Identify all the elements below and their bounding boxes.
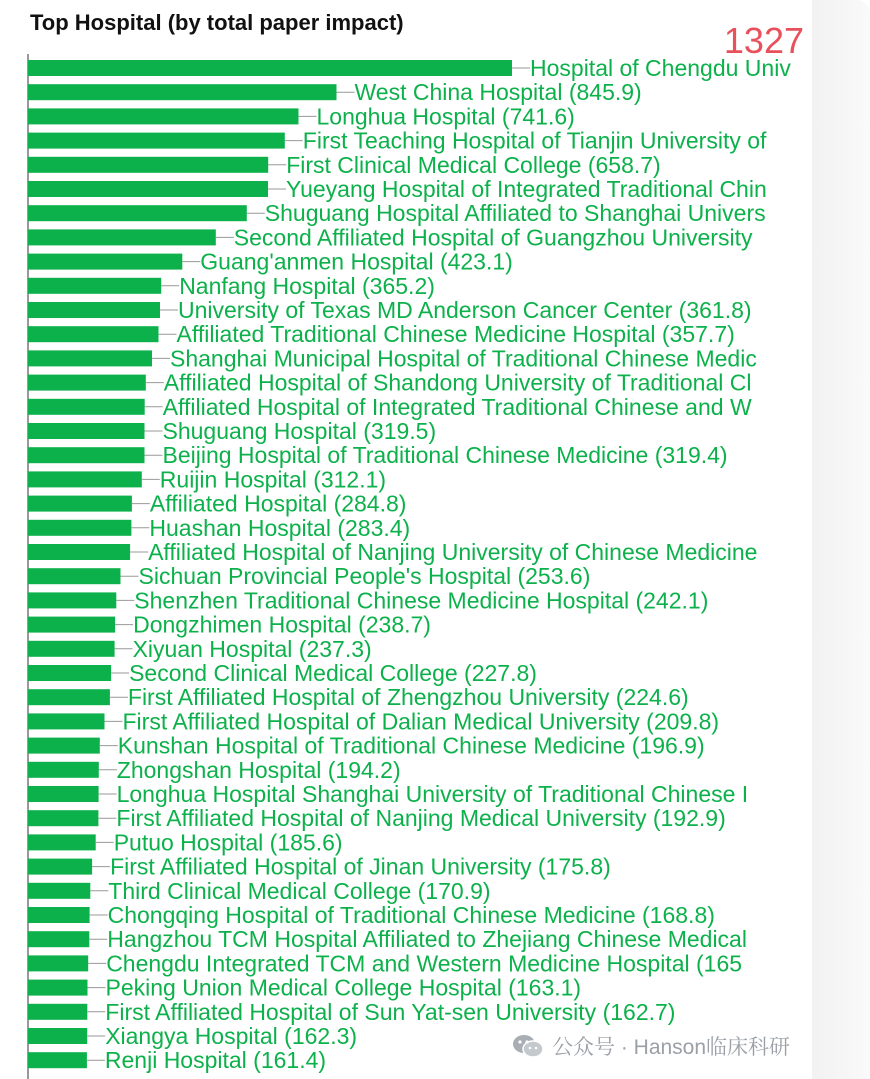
bar (28, 423, 145, 439)
bar (28, 375, 146, 391)
bar (28, 1052, 87, 1068)
bar-label: Kunshan Hospital of Traditional Chinese Medicine (196.9) (117, 732, 705, 759)
bar-row (28, 563, 590, 589)
bar-label: First Affiliated Hospital of Dalian Medical University (209.8) (122, 708, 720, 735)
bar (28, 326, 159, 342)
bar-label: Yueyang Hospital of Integrated Traditional Chin (286, 176, 767, 202)
bar-label: Shuguang Hospital (319.5) (162, 418, 437, 444)
bar (28, 689, 110, 705)
bar (28, 883, 90, 899)
bar (28, 1028, 87, 1044)
bar (28, 447, 145, 463)
bar-label: Sichuan Provincial People's Hospital (253.6) (138, 563, 591, 590)
bar (28, 229, 216, 245)
bar-row (28, 975, 581, 1001)
bar-row (28, 224, 753, 250)
bar-label: Renji Hospital (161.4) (104, 1047, 327, 1074)
bar-label: Shenzhen Traditional Chinese Medicine Hospital (242.1) (134, 587, 709, 614)
bar-row (28, 999, 675, 1025)
bar-row (28, 902, 715, 928)
bar-row (28, 79, 642, 105)
bar-label: First Affiliated Hospital of Jinan University (175.8) (110, 853, 611, 880)
bar (28, 157, 268, 173)
bar-row (28, 612, 431, 638)
bar-label: Beijing Hospital of Traditional Chinese Medicine (319.4) (162, 442, 728, 469)
bar-label: Huashan Hospital (283.4) (149, 514, 411, 541)
bar-label: Longhua Hospital Shanghai University of Traditional Chinese I (116, 781, 749, 807)
bar (28, 399, 145, 415)
bar (28, 84, 337, 100)
bar-row (28, 152, 661, 178)
bar-label: Affiliated Hospital of Shandong University of Traditional Cl (163, 369, 752, 396)
bar (28, 181, 268, 197)
bar-row (28, 345, 757, 371)
bar (28, 665, 111, 681)
bar-row (28, 660, 537, 686)
bar (28, 60, 512, 76)
bar-label: Hangzhou TCM Hospital Affiliated to Zhejiang Chinese Medical (107, 926, 747, 953)
bar-row (28, 539, 757, 565)
bar (28, 544, 130, 560)
bar (28, 617, 115, 633)
bar-row (28, 176, 767, 202)
bar-row (28, 587, 708, 613)
bar (28, 520, 131, 536)
bar-label: Chongqing Hospital of Traditional Chinese Medicine (168.8) (107, 902, 715, 928)
bar (28, 278, 161, 294)
bar-row (28, 103, 575, 129)
bar (28, 302, 160, 318)
bar-row (28, 708, 719, 734)
bar-label: Chengdu Integrated TCM and Western Medicine Hospital (165 (106, 950, 743, 977)
bar-label: Second Clinical Medical College (227.8) (129, 660, 537, 686)
bar-row (28, 491, 406, 517)
bar (28, 907, 90, 923)
bar (28, 955, 88, 971)
bar (28, 592, 116, 608)
bar-row (28, 636, 372, 662)
bar-row (28, 249, 513, 275)
bar-label: Second Affiliated Hospital of Guangzhou University (233, 224, 753, 251)
bar-row (28, 370, 751, 396)
bar-row (28, 515, 410, 541)
bar-row (28, 1047, 326, 1073)
bar-row (28, 684, 689, 710)
bar-label: Nanfang Hospital (365.2) (179, 272, 435, 299)
bar-row (28, 128, 767, 154)
bar-label: Putuo Hospital (185.6) (113, 829, 343, 856)
bar-row (28, 757, 401, 783)
counter-value: 1327 (723, 20, 804, 61)
bar (28, 713, 105, 729)
bar (28, 810, 98, 826)
watermark-text: 公众号 · Hanson临床科研 (552, 1036, 791, 1059)
bar-label: Shuguang Hospital Affiliated to Shanghai Univers (264, 200, 766, 227)
bar (28, 496, 132, 512)
bar (28, 254, 182, 270)
chart-title: Top Hospital (by total paper impact) (30, 10, 404, 35)
bar-label: Ruijin Hospital (312.1) (159, 466, 387, 493)
bar-row (28, 273, 435, 299)
bar-label: First Affiliated Hospital of Nanjing Medical University (192.9) (116, 805, 726, 832)
bar-row (28, 1023, 357, 1049)
bar-row (28, 55, 791, 81)
bar (28, 859, 92, 875)
bar-label: University of Texas MD Anderson Cancer Center (361.8) (178, 297, 752, 323)
watermark (512, 1030, 790, 1062)
bar-row (28, 297, 752, 323)
bar (28, 641, 115, 657)
bar (28, 133, 285, 149)
bar-label: First Affiliated Hospital of Sun Yat-sen University (162.7) (105, 998, 676, 1025)
bar-label: Shanghai Municipal Hospital of Traditional Chinese Medic (170, 345, 757, 372)
bar (28, 471, 142, 487)
bar-label: Longhua Hospital (741.6) (316, 103, 575, 130)
bar-label: First Affiliated Hospital of Zhengzhou University (224.6) (127, 684, 689, 711)
bar-row (28, 442, 728, 468)
bar (28, 786, 99, 802)
bar-row (28, 466, 386, 492)
bar (28, 738, 100, 754)
bar-row (28, 829, 343, 855)
bar (28, 980, 88, 996)
bar (28, 568, 121, 584)
bar-row (28, 854, 611, 880)
side-gutter (812, 0, 870, 1079)
bar-label: Hospital of Chengdu Univ (530, 55, 791, 81)
bar-row (28, 394, 752, 420)
bar-label: Xiyuan Hospital (237.3) (132, 635, 372, 662)
bar-row (28, 805, 726, 831)
bar (28, 108, 299, 124)
bar (28, 931, 89, 947)
bar-label: Affiliated Hospital of Nanjing University of Chinese Medicine (148, 539, 758, 565)
bar-label: First Teaching Hospital of Tianjin University of (302, 127, 767, 154)
wechat-icon (512, 1033, 544, 1059)
bar (28, 205, 247, 221)
bar-label: Guang'anmen Hospital (423.1) (200, 248, 513, 275)
bar-label: Third Clinical Medical College (170.9) (108, 877, 491, 904)
bar-row (28, 321, 735, 347)
bar-label: West China Hospital (845.9) (354, 79, 642, 106)
bar-row (28, 926, 747, 952)
bar-label: Peking Union Medical College Hospital (163.1) (105, 974, 582, 1001)
bar-row (28, 733, 705, 759)
bar (28, 350, 152, 366)
bar-label: Affiliated Traditional Chinese Medicine Hospital (357.7) (176, 321, 735, 348)
bar-row (28, 418, 436, 444)
bar (28, 834, 96, 850)
bar-label: First Clinical Medical College (658.7) (286, 151, 661, 178)
bar-label: Affiliated Hospital (284.8) (149, 490, 407, 517)
bar-label: Affiliated Hospital of Integrated Traditional Chinese and W (162, 393, 752, 420)
bar (28, 762, 99, 778)
bar-label: Xiangya Hospital (162.3) (105, 1023, 358, 1049)
bar-label: Dongzhimen Hospital (238.7) (133, 611, 431, 638)
bar-row (28, 878, 491, 904)
bar-row (28, 781, 748, 807)
bar-row (28, 950, 742, 976)
bar (28, 1004, 87, 1020)
bar-row (28, 200, 766, 226)
bar-label: Zhongshan Hospital (194.2) (116, 756, 401, 783)
